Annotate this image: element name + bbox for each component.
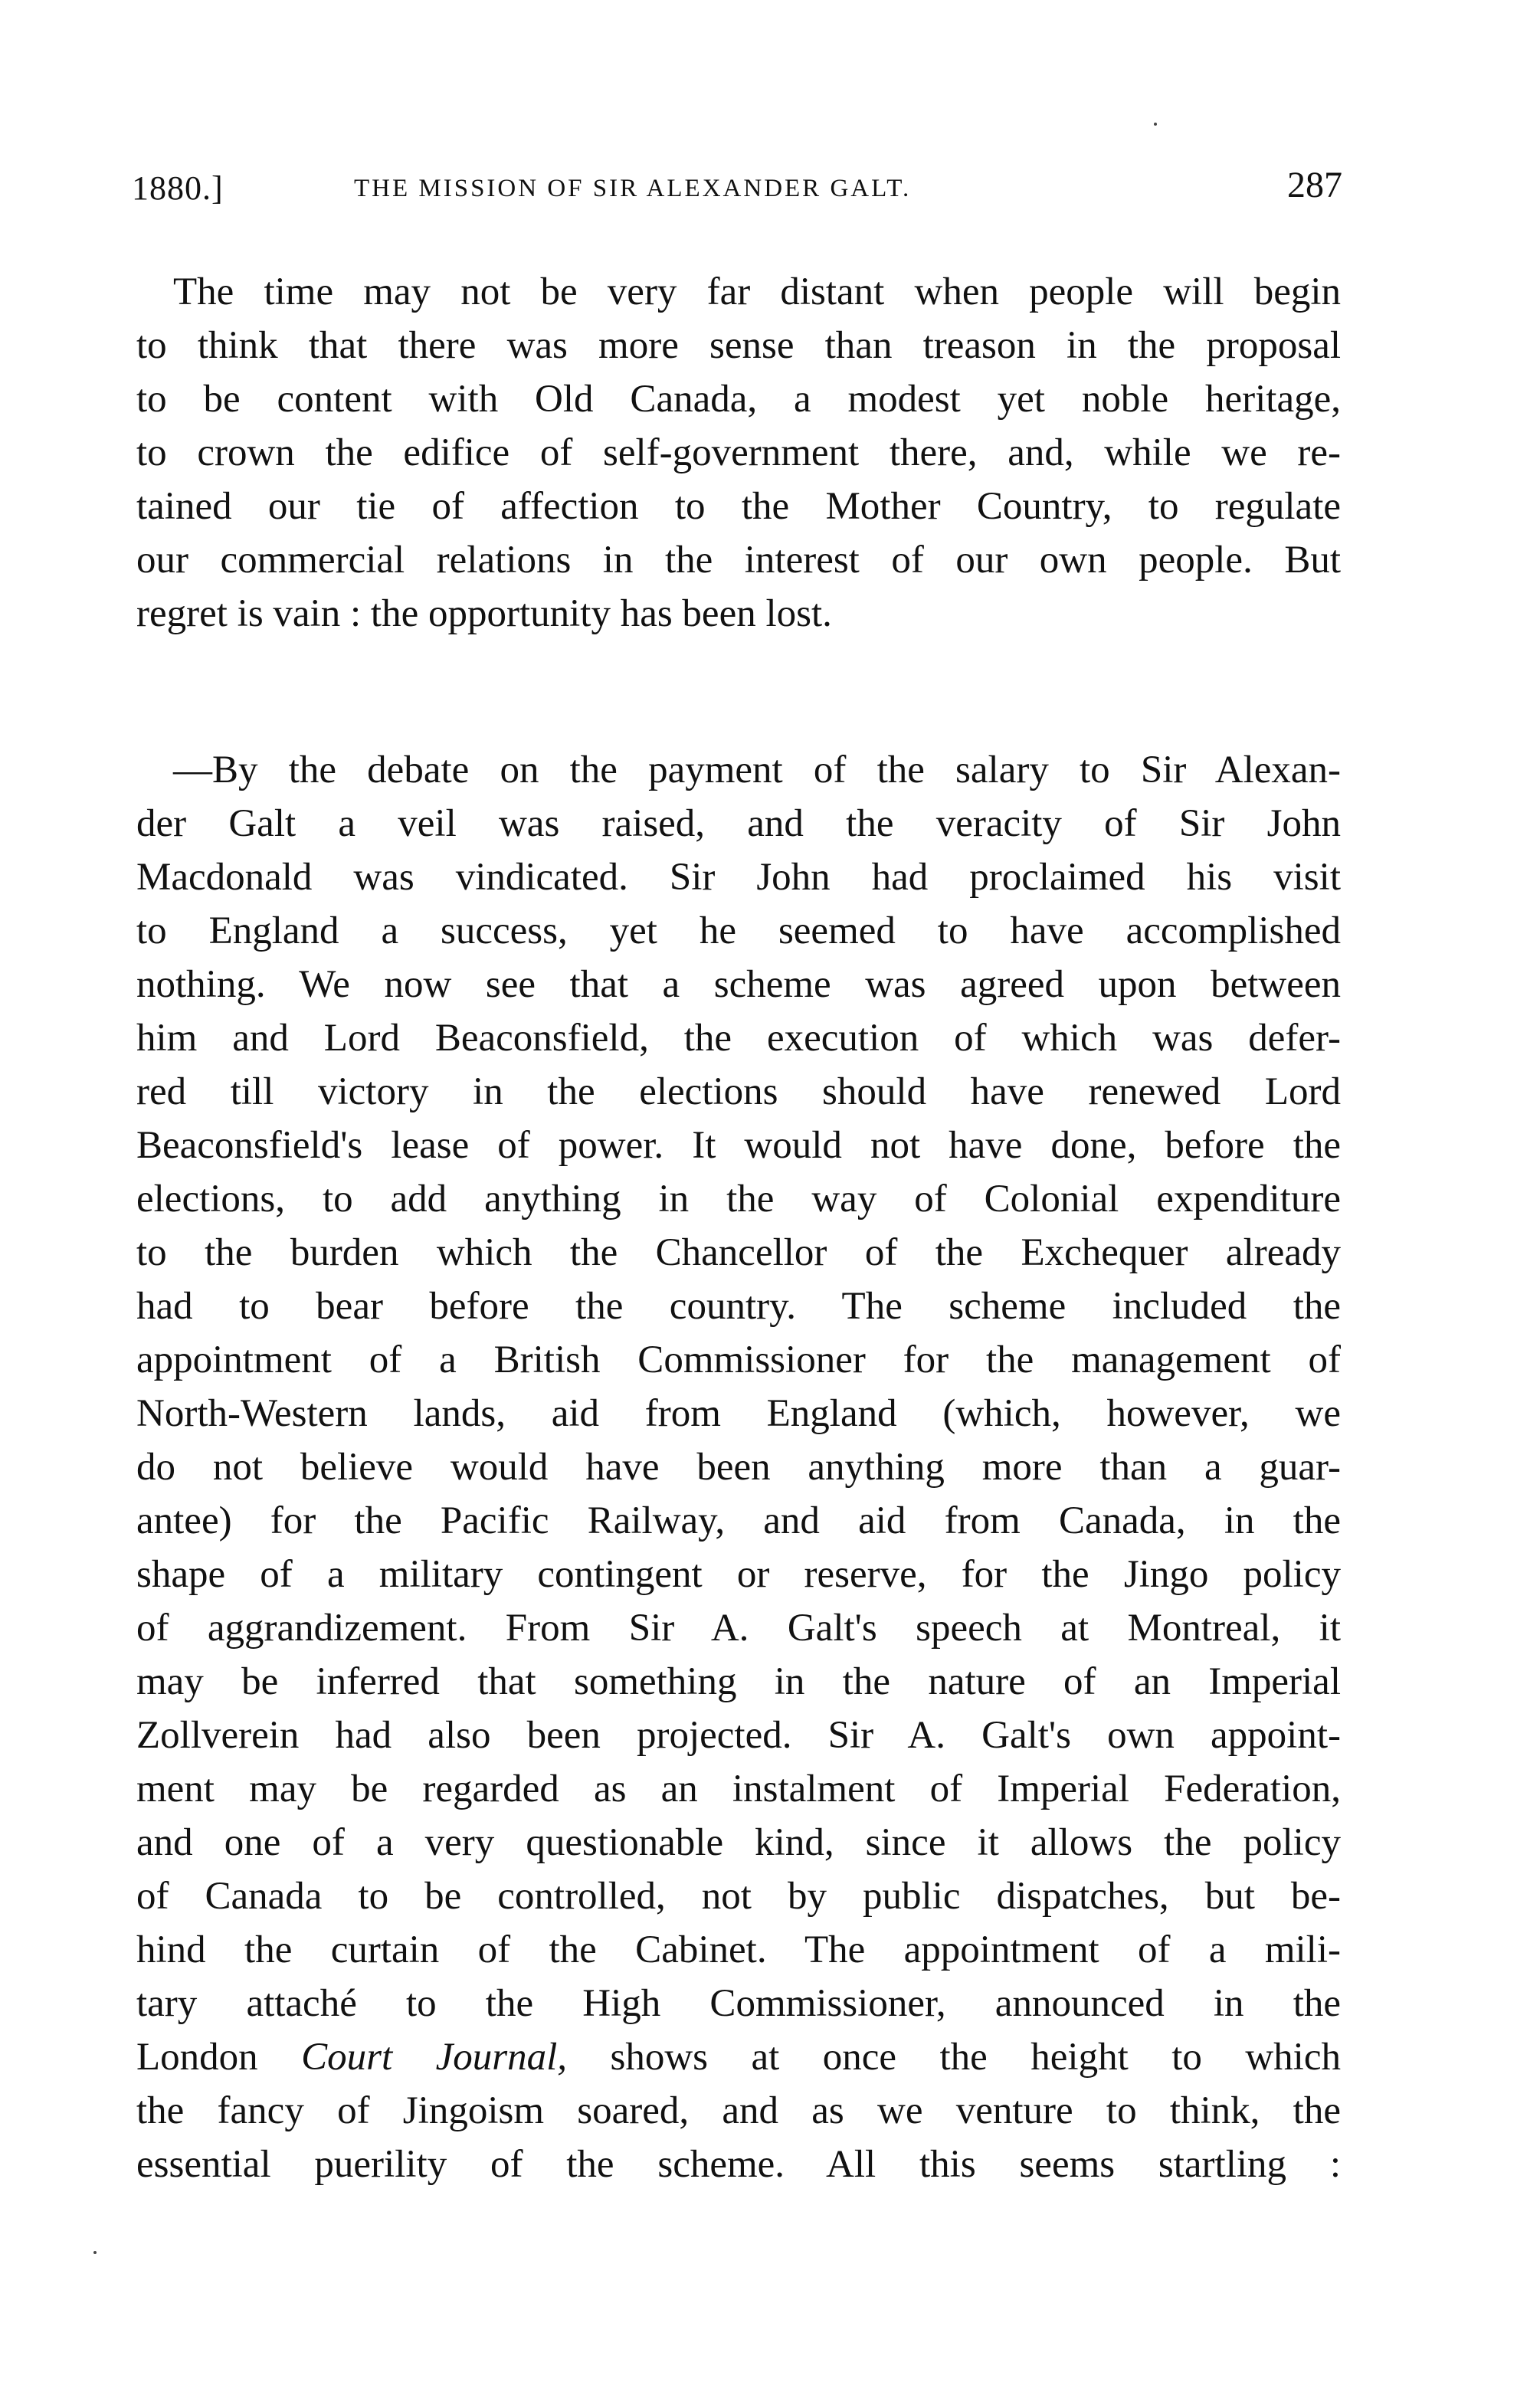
text-line-with-italic (136, 2030, 1341, 2084)
text-line: ment may be regarded as an instalment of Imperial Federation, (136, 1768, 1341, 1810)
text-line: hind the curtain of the Cabinet. The appointment of a mili- (136, 1928, 1341, 1971)
text-line: of Canada to be controlled, not by public dispatches, but be- (136, 1875, 1341, 1918)
text-line: tary attaché to the High Commissioner, announced in the (136, 1982, 1341, 2025)
paper-speck (93, 2251, 97, 2254)
text-line: North-Western lands, aid from England (which, however, we (136, 1392, 1341, 1435)
page-number: 287 (1287, 165, 1342, 205)
text-line: appointment of a British Commissioner for the management of (136, 1338, 1341, 1381)
text-line: tained our tie of affection to the Mother Country, to regulate (136, 485, 1341, 528)
text-line: antee) for the Pacific Railway, and aid from Canada, in the (136, 1499, 1341, 1542)
text-line: to think that there was more sense than treason in the proposal (136, 324, 1341, 367)
italic-title: Court Journal, (301, 2036, 568, 2079)
text-line: of aggrandizement. From Sir A. Galt's speech at Montreal, it (136, 1607, 1341, 1650)
text-line: to crown the edifice of self-government there, and, while we re- (136, 431, 1341, 474)
text-line: do not believe would have been anything more than a guar- (136, 1446, 1341, 1489)
running-header (132, 164, 1342, 218)
header-year: 1880.] (132, 169, 224, 207)
text-line: Zollverein had also been projected. Sir A. Galt's own appoint- (136, 1714, 1341, 1757)
text-line: had to bear before the country. The scheme included the (136, 1285, 1341, 1328)
text-line: essential puerility of the scheme. All this seems startling : (136, 2143, 1341, 2186)
running-title: THE MISSION OF SIR ALEXANDER GALT. (354, 175, 912, 202)
text-line: the fancy of Jingoism soared, and as we venture to think, the (136, 2089, 1341, 2132)
text-line: to England a success, yet he seemed to have accomplished (136, 909, 1341, 952)
paper-speck (1154, 123, 1157, 126)
text-line: him and Lord Beaconsfield, the execution of which was defer- (136, 1017, 1341, 1060)
text-line: may be inferred that something in the nature of an Imperial (136, 1660, 1341, 1703)
text-line: elections, to add anything in the way of Colonial expenditure (136, 1178, 1341, 1221)
text-segment: London (136, 2036, 302, 2079)
text-line: Macdonald was vindicated. Sir John had proclaimed his visit (136, 856, 1341, 899)
text-segment: shows at once the height to which (567, 2036, 1341, 2079)
text-line: to the burden which the Chancellor of the Exchequer already (136, 1231, 1341, 1274)
text-line: our commercial relations in the interest of our own people. But (136, 539, 1341, 582)
text-line: red till victory in the elections should have renewed Lord (136, 1070, 1341, 1113)
text-line: der Galt a veil was raised, and the veracity of Sir John (136, 802, 1341, 845)
text-line: shape of a military contingent or reserve, for the Jingo policy (136, 1553, 1341, 1596)
text-line: to be content with Old Canada, a modest yet noble heritage, (136, 378, 1341, 421)
text-line: The time may not be very far distant when people will begin (173, 270, 1341, 313)
paragraph-2 (136, 743, 1341, 2191)
text-line: regret is vain : the opportunity has been lost. (136, 592, 832, 635)
paragraph-1 (136, 265, 1341, 641)
text-line: and one of a very questionable kind, since it allows the policy (136, 1821, 1341, 1864)
text-line: Beaconsfield's lease of power. It would not have done, before the (136, 1124, 1341, 1167)
text-line: nothing. We now see that a scheme was agreed upon between (136, 963, 1341, 1006)
text-line: —By the debate on the payment of the salary to Sir Alexan- (173, 749, 1341, 791)
